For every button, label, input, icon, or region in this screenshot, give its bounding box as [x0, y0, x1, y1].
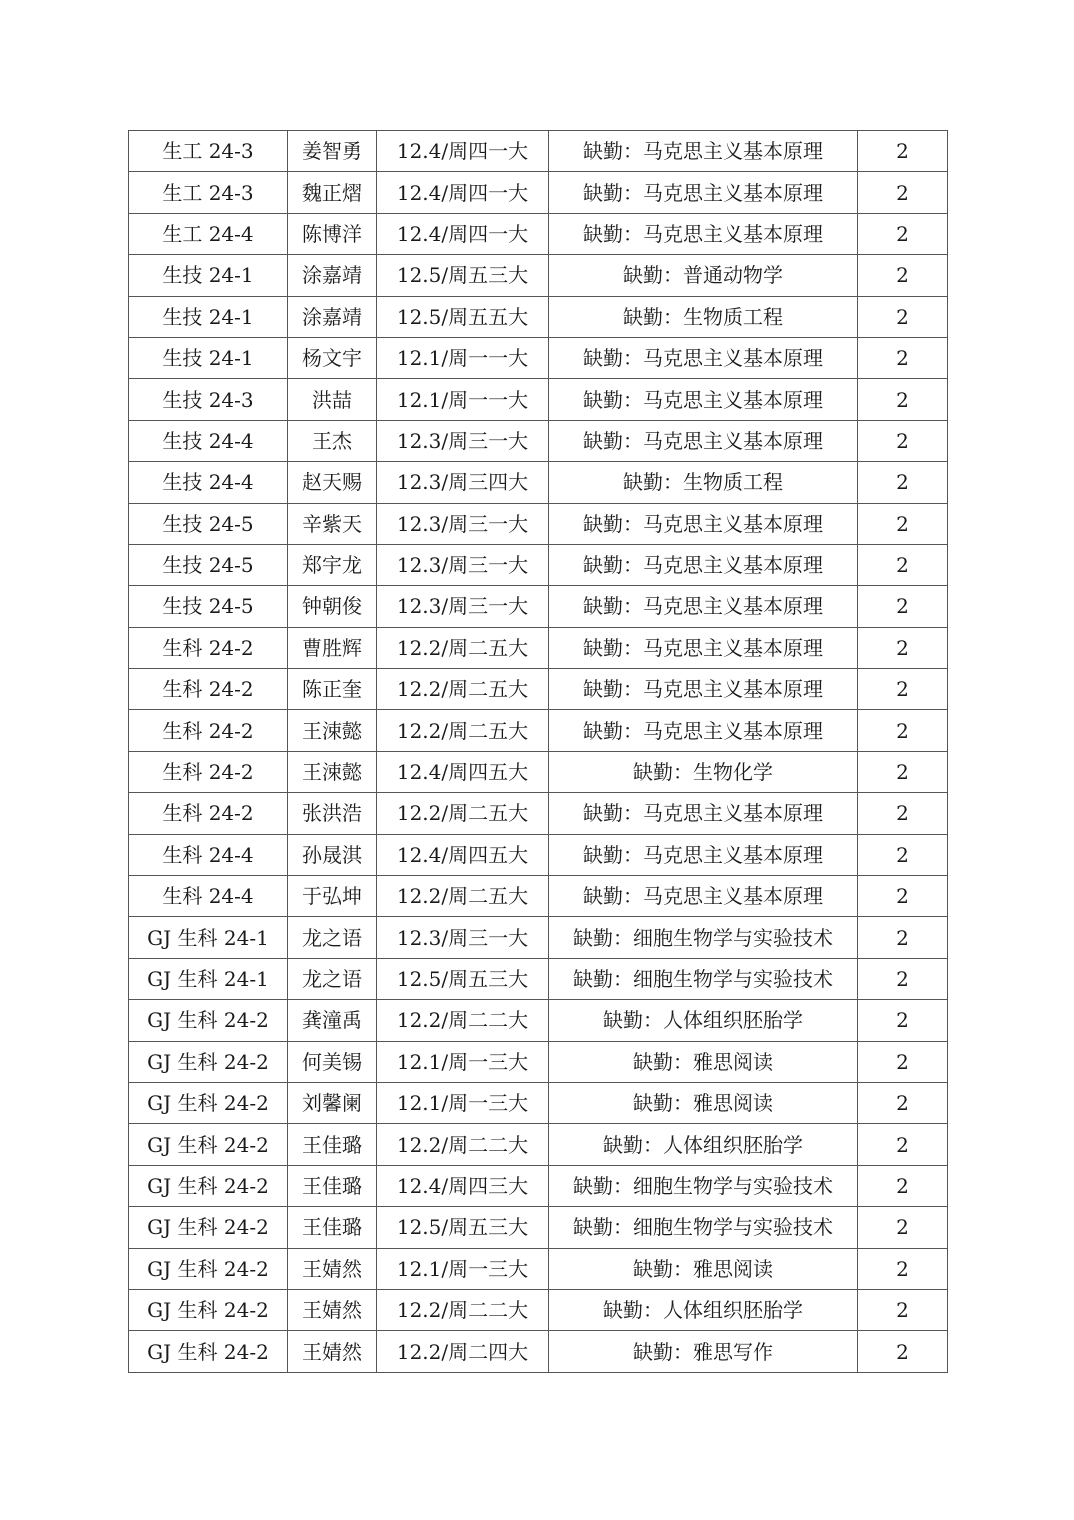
points-cell: 2	[858, 1000, 948, 1041]
points-cell: 2	[858, 1165, 948, 1206]
table-row	[129, 503, 948, 544]
attendance-record-table	[128, 130, 948, 1373]
student-name-cell: 涂嘉靖	[288, 255, 377, 296]
points-cell: 2	[858, 710, 948, 751]
table-row	[129, 1248, 948, 1289]
student-name-cell: 郑宇龙	[288, 544, 377, 585]
reason-cell: 缺勤：细胞生物学与实验技术	[549, 958, 858, 999]
class-cell: 生科 24-2	[129, 751, 288, 792]
date-period-cell: 12.2/周二四大	[377, 1331, 549, 1372]
date-period-cell: 12.2/周二五大	[377, 669, 549, 710]
points-cell: 2	[858, 420, 948, 461]
table-row	[129, 834, 948, 875]
reason-cell: 缺勤：生物化学	[549, 751, 858, 792]
reason-cell: 缺勤：马克思主义基本原理	[549, 627, 858, 668]
points-cell: 2	[858, 379, 948, 420]
class-cell: GJ 生科 24-2	[129, 1331, 288, 1372]
reason-cell: 缺勤：马克思主义基本原理	[549, 544, 858, 585]
points-cell: 2	[858, 213, 948, 254]
reason-cell: 缺勤：马克思主义基本原理	[549, 793, 858, 834]
date-period-cell: 12.5/周五五大	[377, 296, 549, 337]
table-row	[129, 876, 948, 917]
reason-cell: 缺勤：生物质工程	[549, 462, 858, 503]
table-row	[129, 420, 948, 461]
class-cell: GJ 生科 24-2	[129, 1082, 288, 1123]
table-row	[129, 296, 948, 337]
student-name-cell: 刘馨阑	[288, 1082, 377, 1123]
reason-cell: 缺勤：马克思主义基本原理	[549, 503, 858, 544]
points-cell: 2	[858, 1041, 948, 1082]
table-row	[129, 1331, 948, 1372]
class-cell: 生工 24-3	[129, 131, 288, 172]
date-period-cell: 12.2/周二二大	[377, 1289, 549, 1330]
table-row	[129, 751, 948, 792]
date-period-cell: 12.3/周三一大	[377, 420, 549, 461]
class-cell: 生技 24-5	[129, 503, 288, 544]
class-cell: 生技 24-5	[129, 586, 288, 627]
date-period-cell: 12.5/周五三大	[377, 255, 549, 296]
reason-cell: 缺勤：人体组织胚胎学	[549, 1289, 858, 1330]
reason-cell: 缺勤：马克思主义基本原理	[549, 710, 858, 751]
reason-cell: 缺勤：马克思主义基本原理	[549, 669, 858, 710]
class-cell: GJ 生科 24-2	[129, 1289, 288, 1330]
class-cell: GJ 生科 24-1	[129, 958, 288, 999]
student-name-cell: 陈正奎	[288, 669, 377, 710]
table-row	[129, 213, 948, 254]
reason-cell: 缺勤：马克思主义基本原理	[549, 131, 858, 172]
student-name-cell: 王婧然	[288, 1248, 377, 1289]
student-name-cell: 王佳璐	[288, 1165, 377, 1206]
points-cell: 2	[858, 337, 948, 378]
reason-cell: 缺勤：马克思主义基本原理	[549, 420, 858, 461]
date-period-cell: 12.2/周二五大	[377, 876, 549, 917]
date-period-cell: 12.4/周四三大	[377, 1165, 549, 1206]
points-cell: 2	[858, 296, 948, 337]
reason-cell: 缺勤：细胞生物学与实验技术	[549, 1165, 858, 1206]
date-period-cell: 12.3/周三一大	[377, 544, 549, 585]
reason-cell: 缺勤：人体组织胚胎学	[549, 1000, 858, 1041]
student-name-cell: 龙之语	[288, 958, 377, 999]
table-body	[129, 131, 948, 1373]
points-cell: 2	[858, 172, 948, 213]
class-cell: 生技 24-5	[129, 544, 288, 585]
reason-cell: 缺勤：生物质工程	[549, 296, 858, 337]
class-cell: GJ 生科 24-2	[129, 1124, 288, 1165]
reason-cell: 缺勤：雅思阅读	[549, 1248, 858, 1289]
table-row	[129, 1165, 948, 1206]
student-name-cell: 姜智勇	[288, 131, 377, 172]
date-period-cell: 12.3/周三一大	[377, 503, 549, 544]
points-cell: 2	[858, 834, 948, 875]
date-period-cell: 12.4/周四一大	[377, 213, 549, 254]
points-cell: 2	[858, 1124, 948, 1165]
student-name-cell: 赵天赐	[288, 462, 377, 503]
date-period-cell: 12.1/周一一大	[377, 337, 549, 378]
class-cell: 生科 24-4	[129, 876, 288, 917]
student-name-cell: 洪喆	[288, 379, 377, 420]
class-cell: 生技 24-1	[129, 337, 288, 378]
student-name-cell: 王杰	[288, 420, 377, 461]
points-cell: 2	[858, 1331, 948, 1372]
reason-cell: 缺勤：马克思主义基本原理	[549, 834, 858, 875]
student-name-cell: 于弘坤	[288, 876, 377, 917]
date-period-cell: 12.3/周三一大	[377, 917, 549, 958]
class-cell: 生科 24-4	[129, 834, 288, 875]
class-cell: 生科 24-2	[129, 710, 288, 751]
student-name-cell: 王涑懿	[288, 710, 377, 751]
student-name-cell: 杨文宇	[288, 337, 377, 378]
table-row	[129, 172, 948, 213]
student-name-cell: 龚潼禹	[288, 1000, 377, 1041]
date-period-cell: 12.1/周一三大	[377, 1248, 549, 1289]
student-name-cell: 魏正熠	[288, 172, 377, 213]
student-name-cell: 王佳璐	[288, 1124, 377, 1165]
table-row	[129, 1289, 948, 1330]
table-row	[129, 958, 948, 999]
date-period-cell: 12.5/周五三大	[377, 1207, 549, 1248]
table-row	[129, 1041, 948, 1082]
points-cell: 2	[858, 876, 948, 917]
table-row	[129, 917, 948, 958]
student-name-cell: 何美锡	[288, 1041, 377, 1082]
date-period-cell: 12.4/周四五大	[377, 751, 549, 792]
reason-cell: 缺勤：马克思主义基本原理	[549, 586, 858, 627]
student-name-cell: 陈博洋	[288, 213, 377, 254]
points-cell: 2	[858, 627, 948, 668]
student-name-cell: 辛紫天	[288, 503, 377, 544]
date-period-cell: 12.2/周二五大	[377, 710, 549, 751]
date-period-cell: 12.3/周三一大	[377, 586, 549, 627]
class-cell: 生科 24-2	[129, 627, 288, 668]
reason-cell: 缺勤：马克思主义基本原理	[549, 337, 858, 378]
table-row	[129, 379, 948, 420]
date-period-cell: 12.1/周一三大	[377, 1082, 549, 1123]
class-cell: 生技 24-4	[129, 420, 288, 461]
class-cell: 生工 24-4	[129, 213, 288, 254]
reason-cell: 缺勤：人体组织胚胎学	[549, 1124, 858, 1165]
class-cell: 生科 24-2	[129, 669, 288, 710]
class-cell: GJ 生科 24-2	[129, 1000, 288, 1041]
class-cell: 生技 24-3	[129, 379, 288, 420]
table-row	[129, 627, 948, 668]
points-cell: 2	[858, 1289, 948, 1330]
student-name-cell: 钟朝俊	[288, 586, 377, 627]
table-row	[129, 337, 948, 378]
points-cell: 2	[858, 958, 948, 999]
reason-cell: 缺勤：雅思阅读	[549, 1082, 858, 1123]
points-cell: 2	[858, 669, 948, 710]
class-cell: 生科 24-2	[129, 793, 288, 834]
reason-cell: 缺勤：马克思主义基本原理	[549, 379, 858, 420]
reason-cell: 缺勤：马克思主义基本原理	[549, 876, 858, 917]
student-name-cell: 王婧然	[288, 1289, 377, 1330]
student-name-cell: 张洪浩	[288, 793, 377, 834]
student-name-cell: 王佳璐	[288, 1207, 377, 1248]
student-name-cell: 龙之语	[288, 917, 377, 958]
points-cell: 2	[858, 586, 948, 627]
points-cell: 2	[858, 544, 948, 585]
date-period-cell: 12.1/周一三大	[377, 1041, 549, 1082]
reason-cell: 缺勤：马克思主义基本原理	[549, 172, 858, 213]
student-name-cell: 涂嘉靖	[288, 296, 377, 337]
table-row	[129, 131, 948, 172]
date-period-cell: 12.2/周二二大	[377, 1124, 549, 1165]
points-cell: 2	[858, 1207, 948, 1248]
class-cell: GJ 生科 24-2	[129, 1248, 288, 1289]
class-cell: GJ 生科 24-2	[129, 1041, 288, 1082]
table-row	[129, 462, 948, 503]
table-row	[129, 255, 948, 296]
reason-cell: 缺勤：马克思主义基本原理	[549, 213, 858, 254]
student-name-cell: 曹胜辉	[288, 627, 377, 668]
reason-cell: 缺勤：普通动物学	[549, 255, 858, 296]
date-period-cell: 12.4/周四五大	[377, 834, 549, 875]
class-cell: 生技 24-1	[129, 296, 288, 337]
class-cell: GJ 生科 24-2	[129, 1165, 288, 1206]
table-row	[129, 586, 948, 627]
points-cell: 2	[858, 793, 948, 834]
date-period-cell: 12.5/周五三大	[377, 958, 549, 999]
points-cell: 2	[858, 131, 948, 172]
points-cell: 2	[858, 1082, 948, 1123]
points-cell: 2	[858, 917, 948, 958]
points-cell: 2	[858, 751, 948, 792]
table-row	[129, 710, 948, 751]
reason-cell: 缺勤：雅思阅读	[549, 1041, 858, 1082]
table-row	[129, 544, 948, 585]
table-row	[129, 1124, 948, 1165]
date-period-cell: 12.4/周四一大	[377, 172, 549, 213]
reason-cell: 缺勤：细胞生物学与实验技术	[549, 917, 858, 958]
reason-cell: 缺勤：雅思写作	[549, 1331, 858, 1372]
student-name-cell: 王涑懿	[288, 751, 377, 792]
date-period-cell: 12.4/周四一大	[377, 131, 549, 172]
class-cell: 生工 24-3	[129, 172, 288, 213]
date-period-cell: 12.2/周二二大	[377, 1000, 549, 1041]
reason-cell: 缺勤：细胞生物学与实验技术	[549, 1207, 858, 1248]
table-row	[129, 793, 948, 834]
class-cell: 生技 24-4	[129, 462, 288, 503]
student-name-cell: 王婧然	[288, 1331, 377, 1372]
date-period-cell: 12.2/周二五大	[377, 793, 549, 834]
date-period-cell: 12.3/周三四大	[377, 462, 549, 503]
date-period-cell: 12.2/周二五大	[377, 627, 549, 668]
points-cell: 2	[858, 462, 948, 503]
class-cell: GJ 生科 24-2	[129, 1207, 288, 1248]
date-period-cell: 12.1/周一一大	[377, 379, 549, 420]
points-cell: 2	[858, 1248, 948, 1289]
table-row	[129, 1207, 948, 1248]
table-row	[129, 1000, 948, 1041]
class-cell: GJ 生科 24-1	[129, 917, 288, 958]
class-cell: 生技 24-1	[129, 255, 288, 296]
table-row	[129, 1082, 948, 1123]
student-name-cell: 孙晟淇	[288, 834, 377, 875]
points-cell: 2	[858, 503, 948, 544]
points-cell: 2	[858, 255, 948, 296]
table-row	[129, 669, 948, 710]
